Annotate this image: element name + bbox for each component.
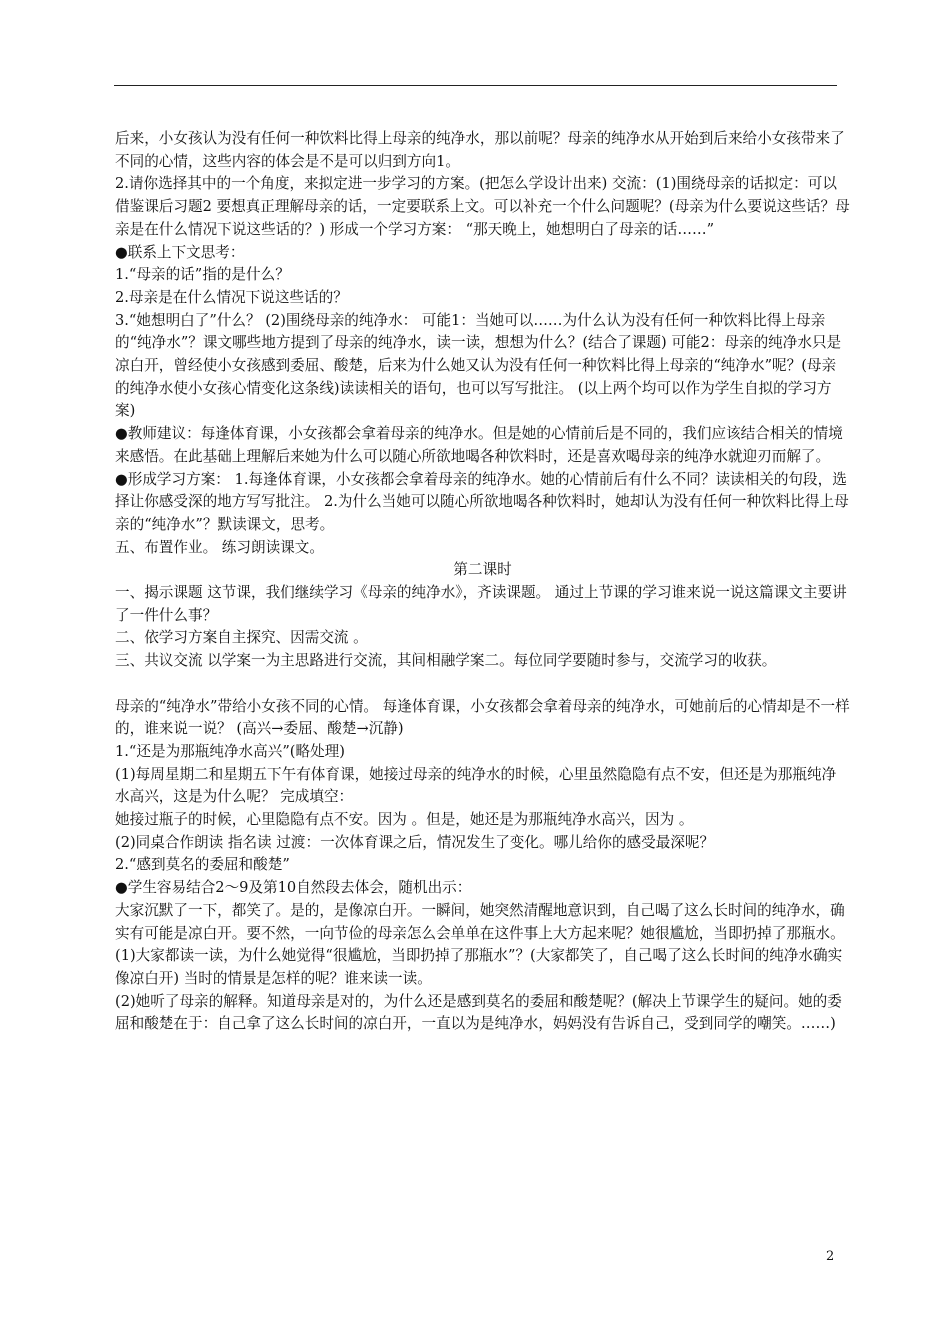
header-rule — [114, 85, 837, 86]
paragraph: 2.请你选择其中的一个角度，来拟定进一步学习的方案。(把怎么学设计出来) 交流：(1)围绕母亲的话拟定：可以借鉴课后习题2 要想真正理解母亲的话，一定要联系上文。可以补充一个什么问题呢？(母亲为什么要说这些话？母亲是在什么情况下说这些话的？) 形成一个学习方案： “那天晚上，她想明白了母亲的话……” — [115, 175, 850, 238]
paragraph: 1.“还是为那瓶纯净水高兴”(略处理) — [115, 742, 345, 760]
paragraph: ●学生容易结合2～9及第10自然段去体会，随机出示： — [115, 879, 472, 897]
page-number: 2 — [826, 1249, 835, 1264]
paragraph: 二、依学习方案自主探究、因需交流 。 — [115, 629, 368, 647]
paragraph: 1.“母亲的话”指的是什么？ — [115, 266, 290, 284]
paragraph: (1)大家都读一读，为什么她觉得“很尴尬，当即扔掉了那瓶水”？(大家都笑了，自己喝了这么长时间的纯净水确实像凉白开) 当时的情景是怎样的呢？谁来读一读。 — [115, 947, 843, 987]
paragraph: 母亲的“纯净水”带给小女孩不同的心情。 每逢体育课，小女孩都会拿着母亲的纯净水，可她前后的心情却是不一样的，谁来说一说？ (高兴→委屈、酸楚→沉静) — [115, 697, 850, 738]
paragraph: 大家沉默了一下，都笑了。是的，是像凉白开。一瞬间，她突然清醒地意识到，自己喝了这么长时间的纯净水，确实有可能是凉白开。要不然，一向节俭的母亲怎么会单单在这件事上大方起来呢？她很尴尬，当即扔掉了那瓶水。 — [115, 901, 845, 942]
paragraph: 3.“她想明白了”什么？ (2)围绕母亲的纯净水： 可能1：当她可以……为什么认为没有任何一种饮料比得上母亲的“纯净水”？课文哪些地方提到了母亲的纯净水，读一读，想想为什么？(结合了课题) 可能2：母亲的纯净水只是凉白开，曾经使小女孩感到委屈、酸楚，后来为什么她又认为没有任何一种饮料比得上母亲的“纯净水”呢？(母亲的纯净水使小女孩心情变化这条线)读读相关的语句，也可以写写批注。 (以上两个均可以作为学生自拟的学习方案) — [115, 311, 842, 420]
paragraph: ●联系上下文思考： — [115, 243, 245, 261]
document-body — [115, 128, 850, 1036]
paragraph: 她接过瓶子的时候，心里隐隐有点不安。因为 。但是，她还是为那瓶纯净水高兴，因为 。 — [115, 811, 694, 829]
paragraph: ●形成学习方案： 1.每逢体育课，小女孩都会拿着母亲的纯净水。她的心情前后有什么不同？读读相关的句段，选择让你感受深的地方写写批注。 2.为什么当她可以随心所欲地喝各种饮料时，她却认为没有任何一种饮料比得上母亲的“纯净水”？默读课文，思考。 — [115, 470, 849, 533]
paragraph: (1)每周星期二和星期五下午有体育课，她接过母亲的纯净水的时候，心里虽然隐隐有点不安，但还是为那瓶纯净水高兴，这是为什么呢？ 完成填空： — [115, 765, 837, 806]
paragraph: ●教师建议：每逢体育课，小女孩都会拿着母亲的纯净水。但是她的心情前后是不同的，我们应该结合相关的情境来感悟。在此基础上理解后来她为什么可以随心所欲地喝各种饮料时，还是喜欢喝母亲的纯净水就迎刃而解了。 — [115, 425, 843, 465]
paragraph: 一、揭示课题 这节课，我们继续学习《母亲的纯净水》，齐读课题。 通过上节课的学习谁来说一说这篇课文主要讲了一件什么事？ — [115, 584, 847, 624]
paragraph: (2)她听了母亲的解释。知道母亲是对的，为什么还是感到莫名的委屈和酸楚呢？(解决上节课学生的疑问。她的委屈和酸楚在于：自己拿了这么长时间的凉白开，一直以为是纯净水，妈妈没有告诉自己，受到同学的嘲笑。……) — [115, 992, 842, 1033]
paragraph: 2.“感到莫名的委屈和酸楚” — [115, 856, 290, 874]
paragraph: (2)同桌合作朗读 指名读 过渡：一次体育课之后，情况发生了变化。哪儿给你的感受最深呢？ — [115, 833, 715, 851]
paragraph: 五、布置作业。 练习朗读课文。 — [115, 538, 324, 556]
paragraph: 三、共议交流 以学案一为主思路进行交流，其间相融学案二。每位同学要随时参与，交流学习的收获。 — [115, 652, 777, 670]
blank-line — [115, 673, 850, 696]
paragraph: 2.母亲是在什么情况下说这些话的？ — [115, 288, 348, 306]
section-title: 第二课时 — [453, 561, 512, 579]
paragraph: 后来，小女孩认为没有任何一种饮料比得上母亲的纯净水，那以前呢？母亲的纯净水从开始到后来给小女孩带来了不同的心情，这些内容的体会是不是可以归到方向1。 — [115, 130, 845, 170]
